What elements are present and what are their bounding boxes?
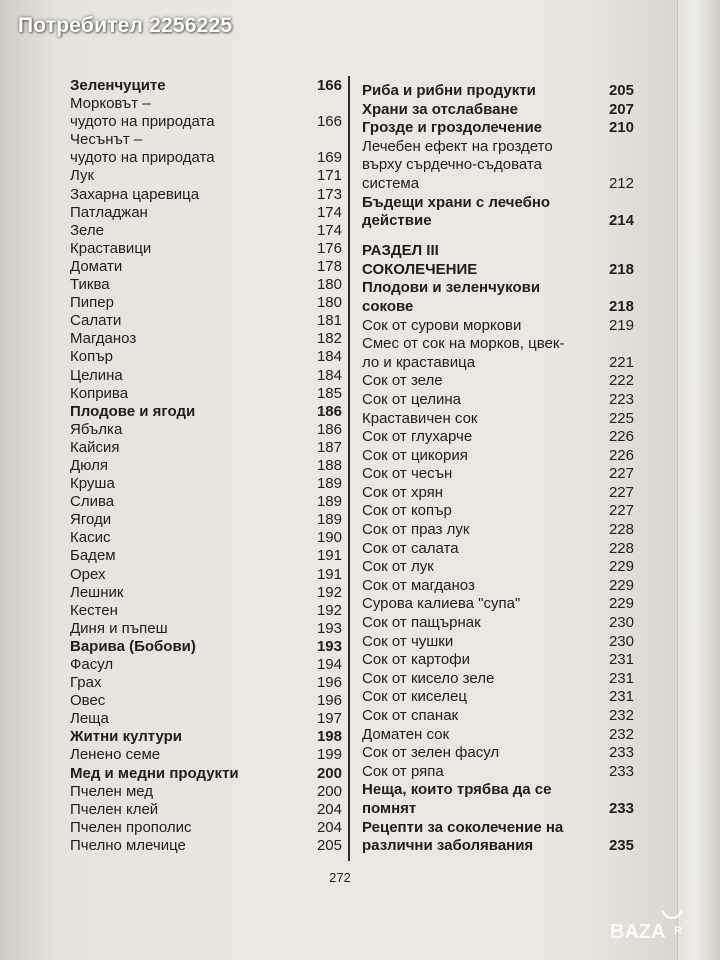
toc-entry-title: Неща, които трябва да се <box>362 781 552 799</box>
toc-entry-title: Пчелен прополис <box>70 818 192 836</box>
toc-entry <box>362 101 634 120</box>
toc-entry <box>70 475 342 493</box>
toc-entry <box>70 294 342 312</box>
toc-entry-page: 190 <box>316 529 342 547</box>
toc-entry <box>362 138 634 157</box>
toc-entry-title: Пипер <box>70 294 114 312</box>
svg-text:R: R <box>674 925 682 937</box>
toc-entry-title: Тиква <box>70 276 110 294</box>
toc-entry-title: Сок от цикория <box>362 446 468 464</box>
toc-entry-page: 230 <box>608 632 634 650</box>
toc-entry-page: 210 <box>608 119 634 137</box>
toc-entry <box>362 726 634 745</box>
toc-entry-page: 196 <box>316 674 342 692</box>
toc-entry <box>362 279 634 298</box>
toc-entry-title: чудото на природата <box>70 149 215 167</box>
toc-entry <box>70 186 342 204</box>
toc-entry <box>70 113 342 131</box>
toc-entry-title: Касис <box>70 529 111 547</box>
toc-left-column <box>70 77 342 855</box>
toc-entry-title: Лечебен ефект на гроздето <box>362 137 553 155</box>
toc-entry <box>70 692 342 710</box>
toc-entry-title: Сок от зеле <box>362 372 443 390</box>
toc-entry <box>70 674 342 692</box>
toc-entry <box>362 465 634 484</box>
toc-entry-title: Рецепти за соколечение на <box>362 818 564 836</box>
toc-entry-title: Лук <box>70 167 95 185</box>
toc-entry-title: Храни за отслабване <box>362 100 518 118</box>
toc-entry <box>362 781 634 800</box>
toc-entry-title: чудото на природата <box>70 113 215 131</box>
toc-entry <box>362 614 634 633</box>
toc-entry-page: 192 <box>316 583 342 601</box>
toc-entry <box>70 204 342 222</box>
toc-entry <box>362 688 634 707</box>
toc-entry-title: Зеле <box>70 221 104 239</box>
toc-entry <box>70 131 342 149</box>
toc-entry-title: Сок от салата <box>362 539 459 557</box>
toc-entry <box>70 511 342 529</box>
toc-entry-page: 193 <box>316 619 342 637</box>
toc-entry <box>70 529 342 547</box>
toc-entry <box>362 391 634 410</box>
toc-entry <box>70 222 342 240</box>
toc-entry <box>70 385 342 403</box>
toc-entry-page: 191 <box>316 565 342 583</box>
toc-entry-page: 186 <box>316 402 342 420</box>
toc-entry-page: 198 <box>316 728 342 746</box>
toc-entry-title: Сурова калиева "супа" <box>362 595 521 613</box>
toc-entry <box>362 212 634 231</box>
toc-entry-title: Краставици <box>70 239 152 257</box>
toc-entry-page: 233 <box>608 762 634 780</box>
toc-entry <box>362 335 634 354</box>
toc-entry <box>362 447 634 466</box>
toc-entry-page: 199 <box>316 746 342 764</box>
toc-entry-title: Краставичен сок <box>362 409 478 427</box>
toc-entry-title: Сок от копър <box>362 502 452 520</box>
toc-entry <box>362 175 634 194</box>
toc-entry-page: 222 <box>608 372 634 390</box>
toc-entry-title: Сок от картофи <box>362 651 470 669</box>
toc-entry-page: 204 <box>316 800 342 818</box>
toc-entry <box>362 707 634 726</box>
toc-entry <box>70 584 342 602</box>
toc-entry <box>362 595 634 614</box>
toc-entry-page: 185 <box>316 384 342 402</box>
toc-entry-title: сокове <box>362 297 414 315</box>
toc-entry-title: СОКОЛЕЧЕНИЕ <box>362 260 478 278</box>
toc-entry <box>70 240 342 258</box>
toc-entry-title: Житни култури <box>70 728 183 746</box>
toc-entry-page: 180 <box>316 294 342 312</box>
toc-entry-page: 174 <box>316 203 342 221</box>
toc-entry-title: Плодове и ягоди <box>70 402 196 420</box>
toc-entry <box>70 421 342 439</box>
toc-entry-page: 229 <box>608 595 634 613</box>
toc-entry-page: 226 <box>608 446 634 464</box>
toc-right-column <box>362 82 634 856</box>
toc-entry-title: Ягоди <box>70 511 112 529</box>
toc-entry <box>362 231 634 261</box>
toc-entry-title: Фасул <box>70 656 114 673</box>
toc-entry-page: 174 <box>316 221 342 239</box>
toc-entry-page: 232 <box>608 707 634 724</box>
toc-entry-title: Сок от ряпа <box>362 762 444 780</box>
toc-entry-title: Кестен <box>70 601 118 619</box>
toc-entry <box>70 728 342 746</box>
toc-entry-page: 204 <box>316 818 342 836</box>
toc-entry-title: Леща <box>70 710 109 728</box>
toc-entry-title: Грах <box>70 674 102 692</box>
toc-entry-page: 178 <box>316 257 342 275</box>
toc-entry-title: Домати <box>70 257 123 275</box>
toc-entry-title: върху сърдечно-съдовата <box>362 156 542 174</box>
toc-entry-page: 192 <box>316 601 342 619</box>
toc-entry-title: Чесънът – <box>70 131 143 149</box>
toc-entry-page: 219 <box>608 316 634 334</box>
toc-entry-title: Зеленчуците <box>70 77 166 94</box>
toc-entry <box>362 484 634 503</box>
toc-entry-title: Копър <box>70 348 113 366</box>
toc-entry-page: 182 <box>316 330 342 348</box>
toc-entry <box>70 167 342 185</box>
toc-entry-title: Захарна царевица <box>70 185 200 203</box>
toc-entry <box>70 710 342 728</box>
toc-entry-page: 226 <box>608 428 634 446</box>
toc-entry <box>70 457 342 475</box>
toc-entry <box>70 819 342 837</box>
toc-entry <box>70 656 342 674</box>
toc-entry-title: Магданоз <box>70 330 137 348</box>
toc-entry-page: 197 <box>316 710 342 728</box>
toc-entry-page: 207 <box>608 100 634 118</box>
toc-entry-title: Круша <box>70 475 115 493</box>
toc-entry-title: Ленено семе <box>70 746 161 764</box>
toc-entry <box>70 765 342 783</box>
toc-entry-page: 221 <box>608 353 634 371</box>
toc-entry-title: Сок от кисело зеле <box>362 669 495 687</box>
toc-entry-page: 187 <box>316 438 342 456</box>
toc-entry <box>362 558 634 577</box>
toc-entry <box>70 566 342 584</box>
toc-entry-page: 218 <box>608 260 634 278</box>
toc-entry <box>70 348 342 366</box>
page-number: 272 <box>329 870 351 885</box>
toc-entry <box>70 602 342 620</box>
toc-entry-title: Мед и медни продукти <box>70 764 239 782</box>
toc-entry-page: 191 <box>316 547 342 565</box>
toc-entry-page: 227 <box>608 483 634 501</box>
toc-entry-page: 228 <box>608 539 634 557</box>
toc-entry <box>70 439 342 457</box>
toc-entry-title: Смес от сок на морков, цвек- <box>362 335 565 353</box>
toc-entry-page: 189 <box>316 475 342 493</box>
toc-entry <box>70 149 342 167</box>
toc-entry-title: Сок от магданоз <box>362 576 475 594</box>
toc-entry-title: Сок от киселец <box>362 688 467 706</box>
toc-entry-title: Сок от спанак <box>362 707 459 724</box>
page-edge <box>677 0 720 960</box>
toc-entry-page: 189 <box>316 493 342 511</box>
toc-entry-page: 200 <box>316 782 342 800</box>
toc-entry <box>362 502 634 521</box>
toc-entry-page: 228 <box>608 521 634 539</box>
toc-entry-title: различни заболявания <box>362 837 534 855</box>
toc-entry <box>70 746 342 764</box>
toc-entry <box>70 276 342 294</box>
toc-entry-title: Лешник <box>70 583 124 601</box>
toc-entry-page: 218 <box>608 297 634 315</box>
toc-entry-title: Слива <box>70 493 115 511</box>
toc-entry-title: помнят <box>362 799 417 817</box>
toc-entry-title: Плодови и зеленчукови <box>362 279 541 297</box>
toc-entry-page: 229 <box>608 576 634 594</box>
toc-entry-page: 231 <box>608 669 634 687</box>
toc-entry <box>70 620 342 638</box>
toc-entry-page: 227 <box>608 502 634 520</box>
toc-entry-title: Овес <box>70 692 106 710</box>
toc-entry <box>362 298 634 317</box>
toc-entry-title: Бадем <box>70 547 116 565</box>
toc-entry-page: 231 <box>608 651 634 669</box>
toc-entry <box>362 156 634 175</box>
toc-entry <box>70 330 342 348</box>
toc-entry <box>362 819 634 838</box>
toc-entry-title: действие <box>362 212 432 230</box>
column-divider <box>348 76 350 861</box>
toc-entry-title: Диня и пъпеш <box>70 619 168 637</box>
toc-entry <box>362 577 634 596</box>
toc-entry-title: Сок от глухарче <box>362 428 473 446</box>
toc-entry <box>70 493 342 511</box>
toc-entry-title: Кайсия <box>70 438 120 456</box>
toc-entry <box>70 95 342 113</box>
toc-entry-title: Коприва <box>70 384 129 402</box>
toc-entry <box>70 801 342 819</box>
toc-entry-title: Грозде и гроздолечение <box>362 119 543 137</box>
toc-entry <box>362 744 634 763</box>
toc-entry-title: Сок от лук <box>362 558 434 576</box>
toc-entry-title: Сок от пащърнак <box>362 614 481 632</box>
toc-entry-page: 189 <box>316 511 342 529</box>
toc-entry-page: 223 <box>608 390 634 408</box>
toc-entry-page: 225 <box>608 409 634 427</box>
toc-entry <box>70 258 342 276</box>
toc-entry-page: 194 <box>316 656 342 673</box>
toc-entry-title: Доматен сок <box>362 725 450 743</box>
toc-entry-title: Сок от целина <box>362 390 461 408</box>
toc-entry-title: Варива (Бобови) <box>70 637 196 655</box>
toc-entry-page: 229 <box>608 558 634 576</box>
toc-entry-page: 212 <box>608 174 634 192</box>
toc-entry-page: 193 <box>316 637 342 655</box>
toc-entry <box>362 317 634 336</box>
toc-entry-page: 171 <box>316 167 342 185</box>
toc-entry-title: Ябълка <box>70 420 123 438</box>
toc-entry-page: 196 <box>316 692 342 710</box>
toc-entry-title: Дюля <box>70 456 108 474</box>
toc-entry-title: Салати <box>70 312 122 330</box>
toc-entry <box>362 194 634 213</box>
toc-entry-page: 186 <box>316 420 342 438</box>
toc-entry <box>362 670 634 689</box>
toc-entry-page: 188 <box>316 456 342 474</box>
toc-entry-page: 181 <box>316 312 342 330</box>
toc-entry <box>70 837 342 855</box>
toc-entry-title: Орех <box>70 565 106 583</box>
toc-entry-page: 200 <box>316 764 342 782</box>
toc-entry-title: ло и краставица <box>362 353 476 371</box>
toc-entry <box>362 410 634 429</box>
toc-entry-title: Риба и рибни продукти <box>362 82 536 99</box>
svg-text:BAZA: BAZA <box>610 921 666 943</box>
toc-entry-title: Сок от хрян <box>362 483 444 501</box>
toc-entry-page: 169 <box>316 149 342 167</box>
toc-entry-title: Сок от чесън <box>362 465 453 483</box>
toc-entry <box>362 428 634 447</box>
toc-entry-page: 230 <box>608 614 634 632</box>
toc-entry <box>362 119 634 138</box>
toc-entry-page: 232 <box>608 725 634 743</box>
toc-entry-title: Пчелен мед <box>70 782 154 800</box>
toc-entry-title: Целина <box>70 366 123 384</box>
toc-entry-page: 235 <box>608 837 634 855</box>
toc-entry <box>362 354 634 373</box>
toc-entry <box>362 540 634 559</box>
toc-entry-title: Морковът – <box>70 95 151 113</box>
toc-entry <box>70 367 342 385</box>
toc-entry <box>362 763 634 782</box>
toc-entry-page: 166 <box>316 77 342 94</box>
toc-entry <box>362 82 634 101</box>
toc-entry-title: система <box>362 174 420 192</box>
toc-entry-title: Сок от праз лук <box>362 521 470 539</box>
toc-entry-title: РАЗДЕЛ III <box>362 242 439 260</box>
toc-entry-page: 205 <box>316 836 342 854</box>
toc-entry-title: Сок от чушки <box>362 632 454 650</box>
toc-entry <box>362 521 634 540</box>
toc-entry-page: 233 <box>608 799 634 817</box>
toc-entry-title: Бъдещи храни с лечебно <box>362 193 551 211</box>
toc-entry <box>362 633 634 652</box>
toc-entry-page: 166 <box>316 113 342 131</box>
toc-entry-page: 184 <box>316 348 342 366</box>
toc-entry-title: Пчелен клей <box>70 800 159 818</box>
toc-entry <box>362 651 634 670</box>
toc-entry <box>362 261 634 280</box>
toc-entry <box>70 77 342 95</box>
toc-entry-page: 233 <box>608 744 634 762</box>
toc-entry <box>70 403 342 421</box>
toc-entry-title: Пчелно млечице <box>70 836 186 854</box>
toc-entry-page: 227 <box>608 465 634 483</box>
toc-entry-title: Сок от сурови моркови <box>362 316 522 334</box>
toc-entry <box>70 783 342 801</box>
toc-entry-page: 173 <box>316 185 342 203</box>
toc-entry <box>362 372 634 391</box>
toc-entry <box>362 837 634 856</box>
toc-entry-title: Сок от зелен фасул <box>362 744 500 762</box>
toc-entry-page: 205 <box>608 82 634 99</box>
toc-entry-page: 176 <box>316 239 342 257</box>
toc-entry <box>70 638 342 656</box>
user-watermark: Потребител 2256225 <box>18 14 233 37</box>
toc-entry-page: 231 <box>608 688 634 706</box>
toc-entry-page: 214 <box>608 212 634 230</box>
toc-entry-page: 180 <box>316 276 342 294</box>
bazar-logo <box>608 910 704 950</box>
toc-entry <box>70 547 342 565</box>
toc-entry <box>70 312 342 330</box>
toc-entry-page: 184 <box>316 366 342 384</box>
toc-entry <box>362 800 634 819</box>
toc-entry-title: Патладжан <box>70 203 148 221</box>
